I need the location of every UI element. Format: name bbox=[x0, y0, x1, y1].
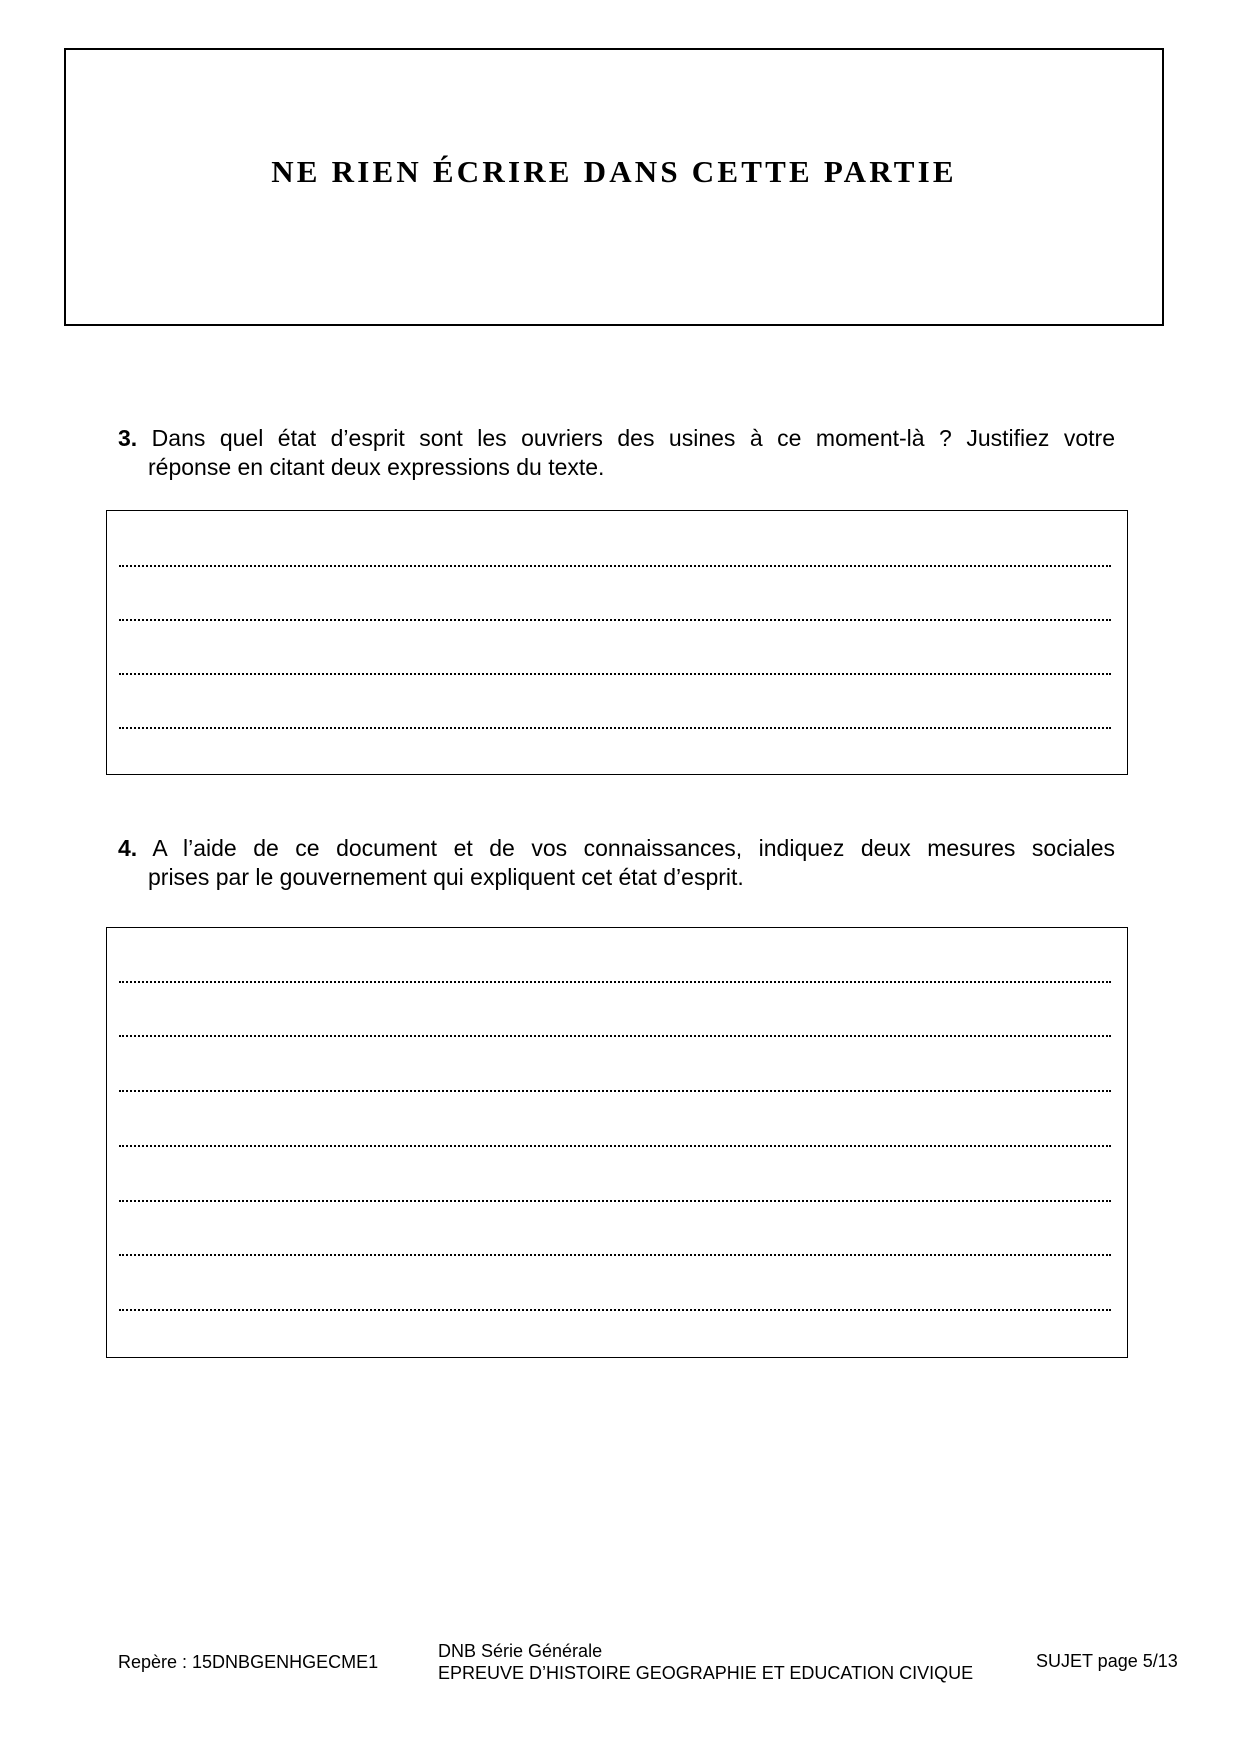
answer-line[interactable] bbox=[119, 619, 1111, 621]
question-number: 4. bbox=[118, 835, 138, 861]
question-text-line2: réponse en citant deux expressions du texte. bbox=[148, 454, 605, 480]
footer-repere: Repère : 15DNBGENHGECME1 bbox=[118, 1652, 379, 1672]
question-number: 3. bbox=[118, 425, 138, 451]
answer-box-question-4[interactable] bbox=[106, 927, 1128, 1358]
answer-line[interactable] bbox=[119, 1254, 1111, 1256]
answer-line[interactable] bbox=[119, 1145, 1111, 1147]
answer-line[interactable] bbox=[119, 981, 1111, 983]
answer-line[interactable] bbox=[119, 727, 1111, 729]
no-write-notice: NE RIEN ÉCRIRE DANS CETTE PARTIE bbox=[271, 154, 957, 189]
answer-box-question-3[interactable] bbox=[106, 510, 1128, 775]
answer-line[interactable] bbox=[119, 673, 1111, 675]
question-text-line1: Dans quel état d’esprit sont les ouvriers des usines à ce moment-là ? Justifiez votre bbox=[151, 425, 1116, 451]
answer-line[interactable] bbox=[119, 565, 1111, 567]
question-text-line2: prises par le gouvernement qui expliquent cet état d’esprit. bbox=[148, 864, 744, 890]
footer-epreuve: EPREUVE D’HISTOIRE GEOGRAPHIE ET EDUCATION CIVIQUE bbox=[438, 1663, 974, 1683]
no-write-zone bbox=[64, 48, 1164, 326]
question-text-line1: A l’aide de ce document et de vos connaissances, indiquez deux mesures sociales bbox=[152, 835, 1115, 861]
answer-line[interactable] bbox=[119, 1090, 1111, 1092]
answer-line[interactable] bbox=[119, 1035, 1111, 1037]
answer-line[interactable] bbox=[119, 1200, 1111, 1202]
question-4 bbox=[118, 834, 1115, 892]
footer-series: DNB Série Générale bbox=[438, 1641, 603, 1661]
footer-center bbox=[438, 1640, 973, 1684]
question-3 bbox=[118, 424, 1115, 482]
answer-line[interactable] bbox=[119, 1309, 1111, 1311]
footer-page-number: SUJET page 5/13 bbox=[1036, 1651, 1178, 1671]
